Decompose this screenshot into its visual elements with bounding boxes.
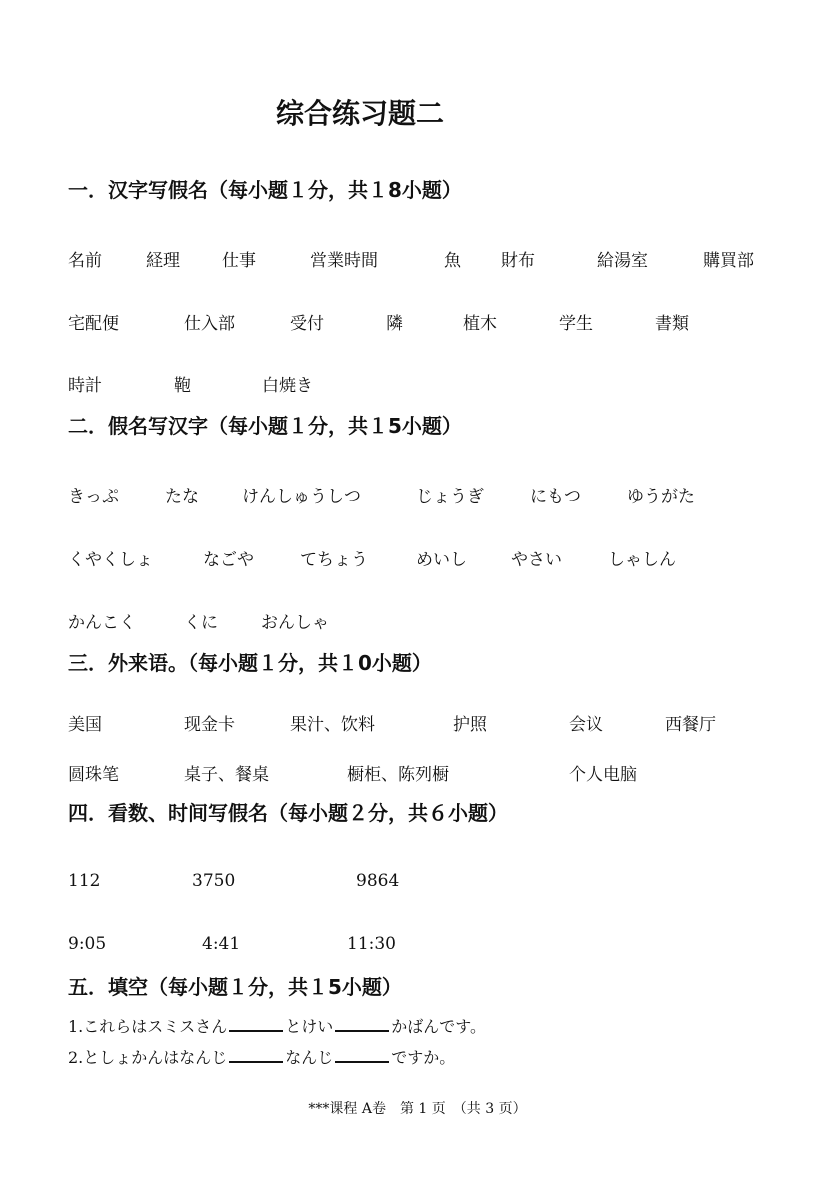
sentence-part: なんじ xyxy=(285,1048,334,1067)
vocab-item: かんこく xyxy=(68,613,136,633)
section-2-row-3 xyxy=(0,608,835,634)
number-item: 9864 xyxy=(356,871,400,891)
answer-blank[interactable] xyxy=(335,1047,389,1063)
fill-blank-line-2 xyxy=(68,1045,455,1068)
vocab-item: 桌子、餐桌 xyxy=(184,765,269,785)
sentence-part: 1.これらはスミスさん xyxy=(68,1017,228,1036)
vocab-item: 仕事 xyxy=(222,251,256,271)
vocab-item: 財布 xyxy=(501,251,535,271)
vocab-item: しゃしん xyxy=(608,550,676,570)
vocab-item: めいし xyxy=(416,550,467,570)
page-footer: ***课程 A卷 第 1 页 （共 3 页） xyxy=(308,1101,527,1117)
sentence-part: かばんです。 xyxy=(391,1017,487,1036)
section-5-heading: 五．填空（每小题１分，共１5小题） xyxy=(68,975,402,999)
sentence-part: 2.としょかんはなんじ xyxy=(68,1048,228,1067)
number-item: 3750 xyxy=(192,871,236,891)
section-2-row-2 xyxy=(0,545,835,571)
vocab-item: じょうぎ xyxy=(416,487,484,507)
vocab-item: にもつ xyxy=(530,487,581,507)
vocab-item: 学生 xyxy=(559,314,593,334)
time-item: 4:41 xyxy=(202,934,241,954)
section-1-row-2 xyxy=(0,309,835,335)
section-3-heading: 三．外来语。（每小题１分，共１0小题） xyxy=(68,651,432,675)
vocab-item: けんしゅうしつ xyxy=(242,487,361,507)
vocab-item: 圆珠笔 xyxy=(68,765,119,785)
answer-blank[interactable] xyxy=(335,1016,389,1032)
vocab-item: 書類 xyxy=(655,314,689,334)
vocab-item: 现金卡 xyxy=(184,715,235,735)
section-1-row-3 xyxy=(0,371,835,397)
vocab-item: 植木 xyxy=(463,314,497,334)
section-2-heading: 二．假名写汉字（每小题１分，共１5小题） xyxy=(68,414,462,438)
vocab-item: 会议 xyxy=(569,715,603,735)
section-1-heading: 一．汉字写假名（每小题１分，共１8小题） xyxy=(68,178,462,202)
vocab-item: 美国 xyxy=(68,715,102,735)
vocab-item: くやくしょ xyxy=(68,550,153,570)
vocab-item: てちょう xyxy=(300,550,368,570)
vocab-item: 経理 xyxy=(146,251,180,271)
vocab-item: 白焼き xyxy=(262,376,313,396)
section-4-row-2 xyxy=(0,934,835,960)
section-4-row-1 xyxy=(0,871,835,897)
vocab-item: おんしゃ xyxy=(261,613,329,633)
vocab-item: 購買部 xyxy=(703,251,754,271)
vocab-item: 時計 xyxy=(68,376,102,396)
time-item: 11:30 xyxy=(347,934,396,954)
fill-blank-line-1 xyxy=(68,1014,486,1037)
vocab-item: ゆうがた xyxy=(627,487,695,507)
section-3-row-2 xyxy=(0,760,835,786)
number-item: 112 xyxy=(68,871,101,891)
vocab-item: くに xyxy=(184,613,218,633)
sentence-part: ですか。 xyxy=(391,1048,456,1067)
vocab-item: 受付 xyxy=(290,314,324,334)
vocab-item: 西餐厅 xyxy=(665,715,716,735)
vocab-item: 給湯室 xyxy=(597,251,648,271)
vocab-item: 仕入部 xyxy=(184,314,235,334)
vocab-item: 护照 xyxy=(453,715,487,735)
vocab-item: 橱柜、陈列橱 xyxy=(347,765,449,785)
section-3-row-1 xyxy=(0,710,835,736)
answer-blank[interactable] xyxy=(229,1047,283,1063)
time-item: 9:05 xyxy=(68,934,107,954)
section-1-row-1 xyxy=(0,246,835,272)
section-2-row-1 xyxy=(0,482,835,508)
page-title: 综合练习题二 xyxy=(275,97,444,130)
vocab-item: 果汁、饮料 xyxy=(290,715,375,735)
answer-blank[interactable] xyxy=(229,1016,283,1032)
sentence-part: とけい xyxy=(285,1017,334,1036)
vocab-item: やさい xyxy=(511,550,562,570)
vocab-item: 宅配便 xyxy=(68,314,119,334)
vocab-item: たな xyxy=(165,487,199,507)
vocab-item: 名前 xyxy=(68,251,102,271)
section-4-heading: 四．看数、时间写假名（每小题２分，共６小题） xyxy=(68,801,508,825)
vocab-item: 営業時間 xyxy=(310,251,378,271)
vocab-item: なごや xyxy=(203,550,254,570)
vocab-item: 鞄 xyxy=(174,376,191,396)
vocab-item: きっぷ xyxy=(68,487,119,507)
vocab-item: 隣 xyxy=(386,314,403,334)
vocab-item: 个人电脑 xyxy=(569,765,637,785)
vocab-item: 魚 xyxy=(444,251,461,271)
